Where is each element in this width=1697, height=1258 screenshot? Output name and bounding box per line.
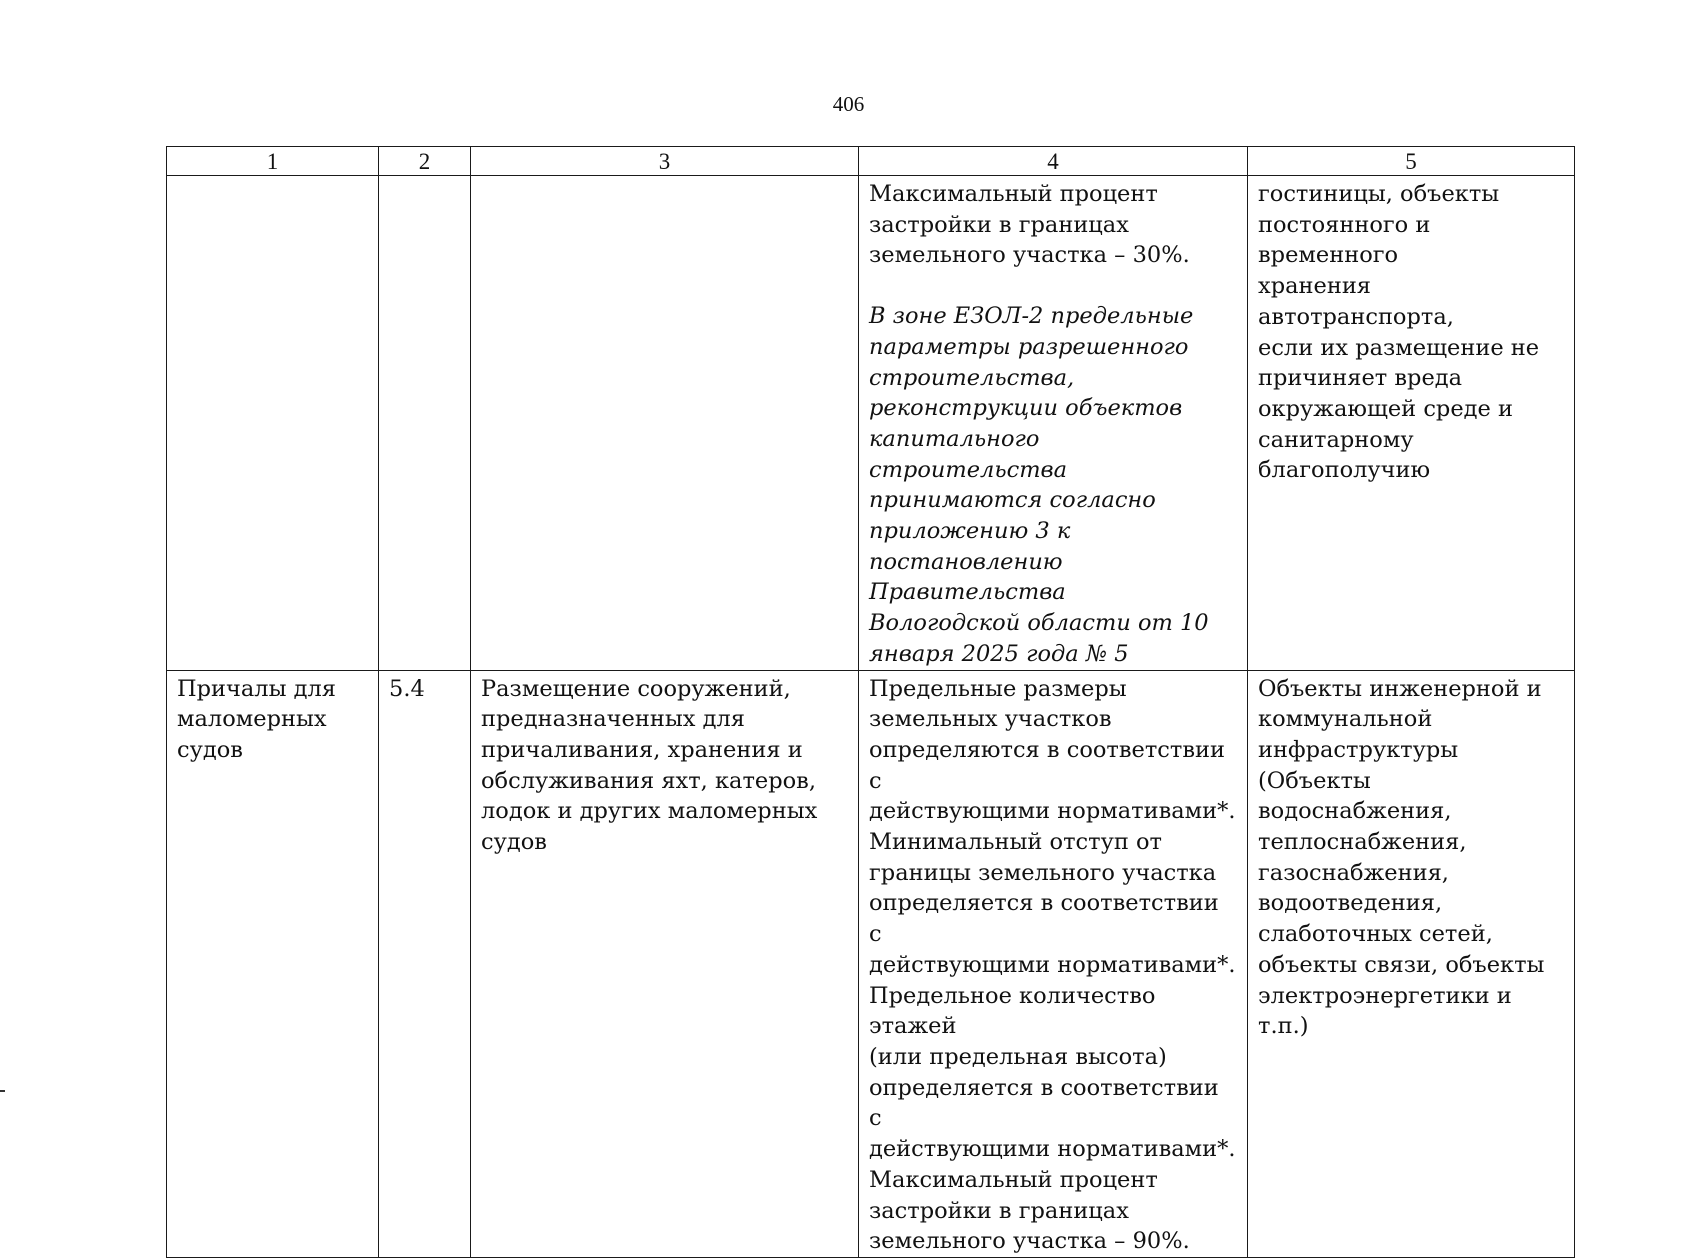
row1-description-cell [471,176,859,671]
table-header-row [167,147,1575,176]
column-header-4: 4 [859,147,1248,176]
row1-parameters-text: Максимальный процент застройки в границах земельного участка – 30%. [869,181,1190,269]
row1-parameters-cell [859,176,1248,671]
row1-code-cell [379,176,471,671]
regulation-table [166,146,1575,1258]
table-row [167,176,1575,671]
table-row [167,670,1575,1257]
row2-auxiliary-uses-cell [1248,670,1575,1257]
column-header-2: 2 [379,147,471,176]
column-header-1: 1 [167,147,379,176]
row2-parameters-cell [859,670,1248,1257]
row2-description-cell [471,670,859,1257]
row2-parameters-text: Предельные размеры земельных участков определяются в соответствии с действующими нормативами*. Минимальный отступ от границы земельного участка определяется в соответствии с действующими нормативами*. Предельное количество этажей (или предельная высота) определяется в соответствии с действующими нормативами*. Максимальный процент застройки в границах земельного участка – 90%. [869,675,1236,1255]
row1-use-name-cell [167,176,379,671]
row1-auxiliary-uses: гостиницы, объекты постоянного и временного хранения автотранспорта, если их размещение не причиняет вреда окружающей среде и санитарному благополучию [1258,181,1540,484]
row2-code-cell [379,670,471,1257]
row2-use-name-cell [167,670,379,1257]
column-header-5: 5 [1248,147,1575,176]
row2-code: 5.4 [389,675,425,702]
scan-edge-mark [0,1090,5,1092]
row2-auxiliary-uses: Объекты инженерной и коммунальной инфраструктуры (Объекты водоснабжения, теплоснабжения, газоснабжения, водоотведения, слаботочных сетей, объекты связи, объекты электроэнергетики и т.п.) [1258,675,1545,1040]
row1-ezol-note: В зоне ЕЗОЛ-2 предельные параметры разрешенного строительства, реконструкции объектов капитального строительства принимаются согласно приложению 3 к постановлению Правительства Вологодской области от 10 января 2025 года № 5 [869,303,1209,667]
row2-description: Размещение сооружений, предназначенных для причаливания, хранения и обслуживания яхт, катеров, лодок и других маломерных судов [481,675,818,856]
row2-use-name: Причалы для маломерных судов [177,675,337,763]
column-header-3: 3 [471,147,859,176]
row1-auxiliary-uses-cell [1248,176,1575,671]
paragraph-gap [869,271,1237,301]
page-number: 406 [832,92,865,116]
